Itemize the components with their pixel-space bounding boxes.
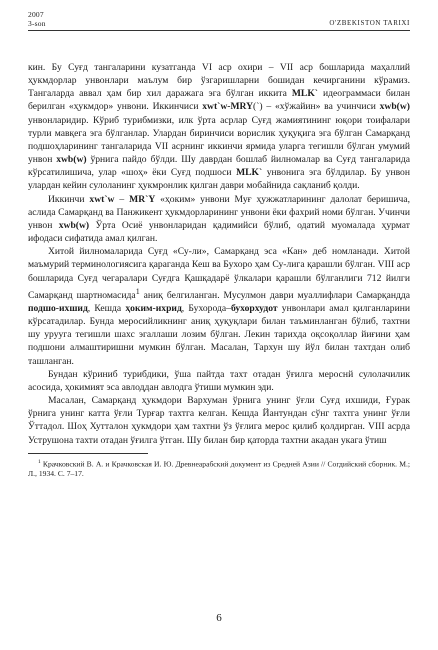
article-body	[28, 61, 410, 447]
footnote-text: Крачковский В. А. и Крачковская И. Ю. Древнеарабский документ из Средней Азии // Согдийский сборник. М.; Л., 1934. С. 7–17.	[28, 459, 410, 479]
footnote-marker: 1	[135, 286, 140, 296]
footnote	[28, 457, 410, 480]
paragraph-3: Хитой йилномаларида Суғд «Су-ли», Самарқанд эса «Кан» деб номланади. Хитой маъмурий терминологиясига қараганда Кеш ва Бухоро ҳам Су-лига қарашли бўлган. VIII аср бошларида Суғд чегаралари Суғдга Қашқадарё ўлкалари қарашли бўлганлиги 712 йилги Самарқанд шартномасида$^1$ аниқ белгиланган. Мусулмон даври муаллифлари Самарқандда подшо-ихшид, Кешда ҳоким-ихрид, Бухорода–бухорхудот унвонлари амал қилганларини кўрсатадилар. Бунда меросийликнинг аниқ ҳуқуқлари билан таъминланган бўлиб, тахтни шу урууга тегишли шахс эгаллаши лозим бўлган. Лекин тарихда оқсоқоллар йиғини ҳам подшони алмаштиришни мумкин бўлган. Масалан, Тархун шу йўл билан тахтдан олиб ташланган.	[28, 246, 410, 367]
header-left	[28, 10, 46, 28]
page-number: 6	[216, 612, 222, 624]
paragraph-1: кин. Бу Суғд тангаларини кузатганда VI аср охири – VII аср бошларида маҳаллий ҳукмдорлар унвонлари маълум бир ўзгаришларни бошидан кечирганини кўрамиз. Тангаларда аввал ҳам бир хил даражага эга бўлган иккита MLK` идеограммаси билан берилган «ҳукмдор» унвони. Иккинчиси xwt`w-MRY(`) – «хўжайин» ва учинчиси xwb(w) унвонларидир. Кўриб турибмизки, илк ўрта асрлар Суғд жамиятининг юқори тоифалари турли мавқега эга бўлганлар. Улардан биринчиси ворислик ҳуқуқига эга бўлган Самарқанд подшоҳларининг тангаларида VII асрнинг иккинчи ярмида уларга тегишли бўлган умумий унвон xwb(w) ўрнига пайдо бўлди. Шу даврдан бошлаб йилномалар ва Суғд тангаларида кўрсатилишича, улар «шоҳ» ёки Суғд подшоси MLK` унвонига эга бўлдилар. Бу унвон улардан кейин сулоланинг ҳукмронлик қилган даври мобайнида сақланиб қолди.	[28, 62, 411, 192]
paragraph-2: Иккинчи xwt`w – MR`Y «ҳоким» унвони Муғ ҳужжатларининг далолат беришича, аслида Самарқанд ва Панжикент ҳукмдорларининг унвони ёки фахрий номи бўлган. Учинчи унвон xwb(w) Ўрта Осиё унвонларидан қадимийси бўлиб, одатий муомалада ҳурмат ифодаси сифатида амал қилган.	[28, 193, 410, 245]
header-rule	[28, 30, 410, 31]
paragraph-5: Масалан, Самарқанд ҳукмдори Вархуман ўрнига унинг ўғли Суғд ихшиди, Ғурак ўрнига унинг катта ўғли Турғар тахтга келган. Кешда Йантундан сўнг тахтга унинг ўғли Ўттадол. Шоҳ Хутталон ҳукмдори ҳам тахтни ўз ўғлига мерос қилиб қолдирган. VIII асрда Уструшона тахти отадан ўғилга ўтган. Шу билан бир қаторда тахтни акадан укага ўтиш	[28, 395, 410, 446]
header-year: 2007	[28, 10, 44, 19]
paragraph-4: Бундан кўриниб турибдики, ўша пайтда тахт отадан ўғилга мероснй сулолачилик асосида, ҳокимият эса авлоддан авлодга ўтиши мумкин эди.	[28, 368, 410, 393]
footnote-rule	[28, 453, 148, 454]
header-journal-title: O'ZBEKISTON TARIXI	[329, 19, 410, 27]
header-issue: 3-son	[28, 19, 46, 28]
footnote-number: 1	[38, 458, 41, 465]
running-header	[28, 10, 410, 28]
